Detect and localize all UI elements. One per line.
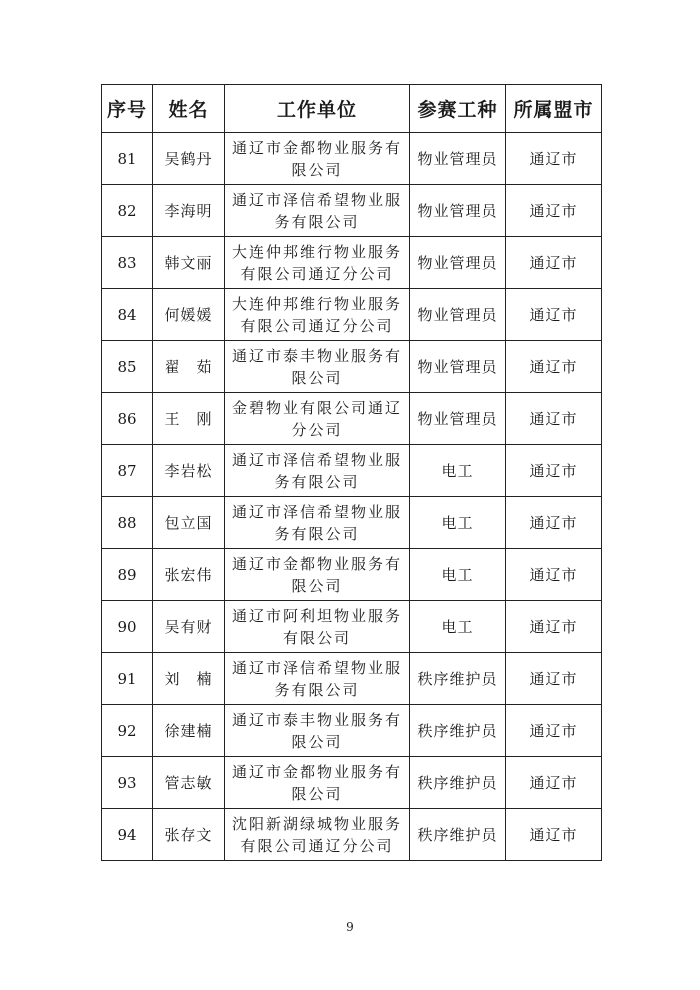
cell-city: 通辽市 — [506, 705, 602, 757]
cell-city: 通辽市 — [506, 341, 602, 393]
cell-job: 物业管理员 — [410, 341, 506, 393]
cell-num: 88 — [102, 497, 153, 549]
cell-job: 电工 — [410, 601, 506, 653]
cell-unit-text: 通辽市泽信希望物业服务有限公司 — [231, 658, 402, 699]
cell-name: 张宏伟 — [153, 549, 225, 601]
cell-city: 通辽市 — [506, 393, 602, 445]
cell-job: 秩序维护员 — [410, 705, 506, 757]
cell-city: 通辽市 — [506, 445, 602, 497]
cell-name: 吴鹤丹 — [153, 133, 225, 185]
table-row — [102, 133, 602, 185]
cell-name: 韩文丽 — [153, 237, 225, 289]
table-row — [102, 549, 602, 601]
cell-city: 通辽市 — [506, 185, 602, 237]
cell-unit — [225, 133, 410, 185]
header-unit: 工作单位 — [225, 85, 410, 133]
cell-unit-text: 通辽市泰丰物业服务有限公司 — [231, 710, 402, 751]
table-row — [102, 341, 602, 393]
cell-unit-text: 大连仲邦维行物业服务有限公司通辽分公司 — [231, 294, 402, 335]
cell-name: 王 刚 — [153, 393, 225, 445]
cell-num: 89 — [102, 549, 153, 601]
cell-num: 87 — [102, 445, 153, 497]
table-body — [102, 133, 602, 861]
cell-unit — [225, 341, 410, 393]
cell-unit — [225, 445, 410, 497]
cell-city: 通辽市 — [506, 601, 602, 653]
page-number: 9 — [346, 920, 354, 934]
cell-unit-text: 大连仲邦维行物业服务有限公司通辽分公司 — [231, 242, 402, 283]
cell-name: 刘 楠 — [153, 653, 225, 705]
header-city: 所属盟市 — [506, 85, 602, 133]
cell-job: 电工 — [410, 445, 506, 497]
table-row — [102, 185, 602, 237]
table-row — [102, 601, 602, 653]
cell-city: 通辽市 — [506, 237, 602, 289]
cell-job: 秩序维护员 — [410, 809, 506, 861]
cell-name: 包立国 — [153, 497, 225, 549]
cell-job: 秩序维护员 — [410, 757, 506, 809]
table-row — [102, 497, 602, 549]
cell-job: 秩序维护员 — [410, 653, 506, 705]
cell-job: 电工 — [410, 497, 506, 549]
cell-num: 83 — [102, 237, 153, 289]
cell-num: 92 — [102, 705, 153, 757]
cell-num: 86 — [102, 393, 153, 445]
cell-city: 通辽市 — [506, 133, 602, 185]
table-row — [102, 705, 602, 757]
participant-table — [101, 84, 602, 861]
cell-unit — [225, 601, 410, 653]
cell-num: 93 — [102, 757, 153, 809]
table-row — [102, 237, 602, 289]
cell-name: 李海明 — [153, 185, 225, 237]
header-num: 序号 — [102, 85, 153, 133]
cell-city: 通辽市 — [506, 653, 602, 705]
cell-city: 通辽市 — [506, 289, 602, 341]
cell-name: 李岩松 — [153, 445, 225, 497]
table-row — [102, 809, 602, 861]
cell-city: 通辽市 — [506, 809, 602, 861]
cell-name: 徐建楠 — [153, 705, 225, 757]
cell-num: 85 — [102, 341, 153, 393]
cell-name: 张存文 — [153, 809, 225, 861]
cell-city: 通辽市 — [506, 757, 602, 809]
header-job: 参赛工种 — [410, 85, 506, 133]
cell-unit — [225, 393, 410, 445]
cell-name: 吴有财 — [153, 601, 225, 653]
cell-unit — [225, 809, 410, 861]
cell-unit — [225, 185, 410, 237]
cell-job: 电工 — [410, 549, 506, 601]
cell-job: 物业管理员 — [410, 133, 506, 185]
table-row — [102, 393, 602, 445]
cell-unit — [225, 549, 410, 601]
cell-unit — [225, 237, 410, 289]
table-row — [102, 289, 602, 341]
cell-job: 物业管理员 — [410, 185, 506, 237]
cell-unit — [225, 705, 410, 757]
cell-num: 91 — [102, 653, 153, 705]
cell-unit — [225, 653, 410, 705]
cell-num: 90 — [102, 601, 153, 653]
cell-unit-text: 通辽市阿利坦物业服务有限公司 — [231, 606, 402, 647]
header-name: 姓名 — [153, 85, 225, 133]
cell-city: 通辽市 — [506, 549, 602, 601]
cell-city: 通辽市 — [506, 497, 602, 549]
cell-unit-text: 沈阳新湖绿城物业服务有限公司通辽分公司 — [231, 814, 402, 855]
cell-unit — [225, 289, 410, 341]
cell-job: 物业管理员 — [410, 393, 506, 445]
table-row — [102, 653, 602, 705]
cell-unit-text: 金碧物业有限公司通辽分公司 — [231, 398, 402, 439]
table-row — [102, 757, 602, 809]
cell-unit-text: 通辽市金都物业服务有限公司 — [231, 138, 402, 179]
cell-num: 84 — [102, 289, 153, 341]
cell-unit-text: 通辽市泽信希望物业服务有限公司 — [231, 190, 402, 231]
cell-unit-text: 通辽市泰丰物业服务有限公司 — [231, 346, 402, 387]
cell-name: 何媛媛 — [153, 289, 225, 341]
cell-unit-text: 通辽市泽信希望物业服务有限公司 — [231, 502, 402, 543]
cell-job: 物业管理员 — [410, 289, 506, 341]
cell-name: 管志敏 — [153, 757, 225, 809]
cell-unit-text: 通辽市泽信希望物业服务有限公司 — [231, 450, 402, 491]
cell-unit-text: 通辽市金都物业服务有限公司 — [231, 762, 402, 803]
cell-job: 物业管理员 — [410, 237, 506, 289]
cell-unit-text: 通辽市金都物业服务有限公司 — [231, 554, 402, 595]
cell-num: 82 — [102, 185, 153, 237]
table-header-row — [102, 85, 602, 133]
table-row — [102, 445, 602, 497]
cell-num: 81 — [102, 133, 153, 185]
cell-unit — [225, 757, 410, 809]
cell-name: 翟 茹 — [153, 341, 225, 393]
cell-num: 94 — [102, 809, 153, 861]
cell-unit — [225, 497, 410, 549]
